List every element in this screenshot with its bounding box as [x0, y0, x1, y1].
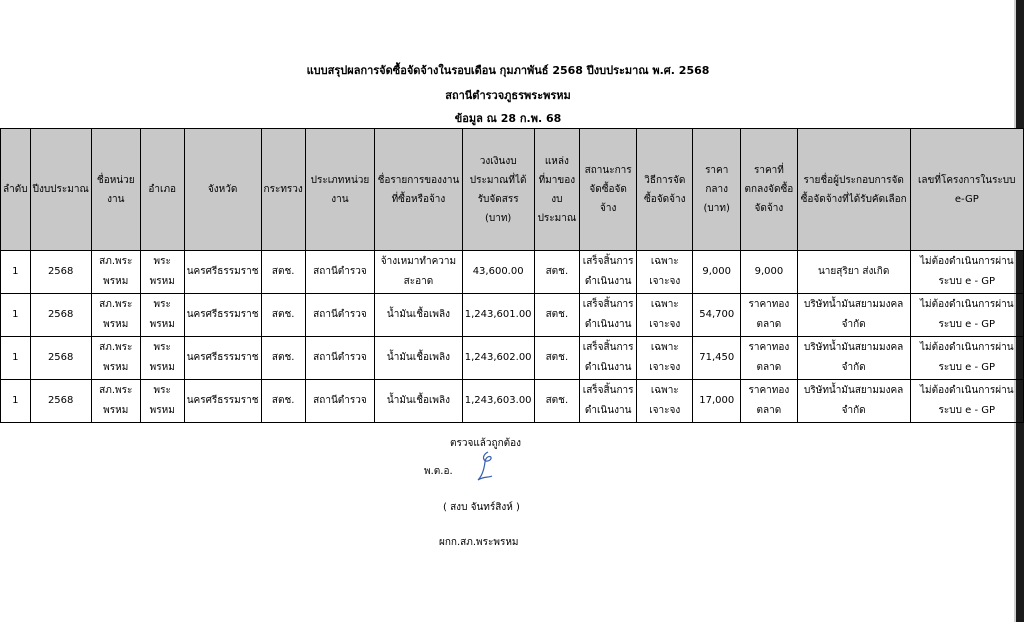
cell-egp: ไม่ต้องดำเนินการผ่านระบบ e - GP	[910, 380, 1023, 423]
document-title: แบบสรุปผลการจัดซื้อจัดจ้างในรอบเดือน กุมภาพันธ์ 2568 ปีงบประมาณ พ.ศ. 2568	[306, 64, 710, 77]
signer-name: ( สงบ จันทร์สิงห์ )	[443, 502, 520, 513]
cell-no: 1	[1, 380, 31, 423]
cell-province: นครศรีธรรมราช	[184, 251, 261, 294]
col-header-egp: เลขที่โครงการในระบบ e-GP	[910, 129, 1023, 251]
cell-egp: ไม่ต้องดำเนินการผ่านระบบ e - GP	[910, 294, 1023, 337]
cell-status: เสร็จสิ้นการดำเนินงาน	[580, 380, 637, 423]
table-row	[1, 380, 1024, 423]
cell-item: น้ำมันเชื้อเพลิง	[375, 337, 463, 380]
cell-status: เสร็จสิ้นการดำเนินงาน	[580, 251, 637, 294]
cell-source: สตช.	[534, 294, 580, 337]
col-header-unit: ชื่อหน่วยงาน	[91, 129, 140, 251]
cell-province: นครศรีธรรมราช	[184, 294, 261, 337]
cell-item: น้ำมันเชื้อเพลิง	[375, 294, 463, 337]
cell-unit-type: สถานีตำรวจ	[305, 337, 374, 380]
col-header-unit-type: ประเภทหน่วยงาน	[305, 129, 374, 251]
cell-unit: สภ.พระพรหม	[91, 380, 140, 423]
cell-ministry: สตช.	[261, 251, 305, 294]
cell-no: 1	[1, 251, 31, 294]
cell-method: เฉพาะเจาะจง	[637, 294, 693, 337]
handwritten-signature	[458, 446, 518, 486]
col-header-source: แหล่งที่มาของงบประมาณ	[534, 129, 580, 251]
cell-median-price: 9,000	[693, 251, 741, 294]
station-name: สถานีตำรวจภูธรพระพรหม	[445, 89, 571, 102]
cell-province: นครศรีธรรมราช	[184, 380, 261, 423]
col-header-item: ชื่อรายการของงานที่ซื้อหรือจ้าง	[375, 129, 463, 251]
cell-vendor: บริษัทน้ำมันสยามมงคล จำกัด	[797, 380, 910, 423]
col-header-vendor: รายชื่อผู้ประกอบการจัดซื้อจัดจ้างที่ได้รับคัดเลือก	[797, 129, 910, 251]
cell-median-price: 71,450	[693, 337, 741, 380]
cell-agreed-price: ราคาทองตลาด	[741, 380, 798, 423]
cell-status: เสร็จสิ้นการดำเนินงาน	[580, 294, 637, 337]
cell-district: พระพรหม	[140, 251, 184, 294]
cell-vendor: บริษัทน้ำมันสยามมงคล จำกัด	[797, 337, 910, 380]
cell-source: สตช.	[534, 380, 580, 423]
cell-status: เสร็จสิ้นการดำเนินงาน	[580, 337, 637, 380]
cell-item: จ้างเหมาทำความสะอาด	[375, 251, 463, 294]
cell-ministry: สตช.	[261, 380, 305, 423]
table-row	[1, 251, 1024, 294]
cell-unit: สภ.พระพรหม	[91, 251, 140, 294]
cell-unit-type: สถานีตำรวจ	[305, 251, 374, 294]
cell-district: พระพรหม	[140, 380, 184, 423]
cell-method: เฉพาะเจาะจง	[637, 380, 693, 423]
col-header-agreed-price: ราคาที่ตกลงจัดซื้อจัดจ้าง	[741, 129, 798, 251]
cell-source: สตช.	[534, 337, 580, 380]
col-header-median-price: ราคากลาง (บาท)	[693, 129, 741, 251]
signer-rank: พ.ต.อ.	[424, 466, 453, 477]
table-row	[1, 337, 1024, 380]
col-header-no: ลำดับ	[1, 129, 31, 251]
cell-agreed-price: 9,000	[741, 251, 798, 294]
col-header-method: วิธีการจัดซื้อจัดจ้าง	[637, 129, 693, 251]
cell-budget: 43,600.00	[462, 251, 534, 294]
procurement-table	[0, 128, 1024, 423]
cell-unit-type: สถานีตำรวจ	[305, 380, 374, 423]
cell-item: น้ำมันเชื้อเพลิง	[375, 380, 463, 423]
col-header-ministry: กระทรวง	[261, 129, 305, 251]
cell-source: สตช.	[534, 251, 580, 294]
cell-median-price: 17,000	[693, 380, 741, 423]
cell-egp: ไม่ต้องดำเนินการผ่านระบบ e - GP	[910, 251, 1023, 294]
cell-no: 1	[1, 294, 31, 337]
verified-label: ตรวจแล้วถูกต้อง	[450, 438, 522, 449]
cell-budget: 1,243,602.00	[462, 337, 534, 380]
cell-agreed-price: ราคาทองตลาด	[741, 337, 798, 380]
cell-year: 2568	[30, 337, 91, 380]
col-header-status: สถานะการจัดซื้อจัดจ้าง	[580, 129, 637, 251]
cell-budget: 1,243,601.00	[462, 294, 534, 337]
cell-method: เฉพาะเจาะจง	[637, 251, 693, 294]
col-header-budget: วงเงินงบประมาณที่ได้รับจัดสรร (บาท)	[462, 129, 534, 251]
cell-year: 2568	[30, 294, 91, 337]
cell-ministry: สตช.	[261, 294, 305, 337]
cell-unit: สภ.พระพรหม	[91, 337, 140, 380]
cell-ministry: สตช.	[261, 337, 305, 380]
cell-no: 1	[1, 337, 31, 380]
cell-method: เฉพาะเจาะจง	[637, 337, 693, 380]
signer-position: ผกก.สภ.พระพรหม	[439, 537, 519, 548]
cell-budget: 1,243,603.00	[462, 380, 534, 423]
cell-unit: สภ.พระพรหม	[91, 294, 140, 337]
cell-agreed-price: ราคาทองตลาด	[741, 294, 798, 337]
cell-district: พระพรหม	[140, 294, 184, 337]
data-date: ข้อมูล ณ 28 ก.พ. 68	[454, 112, 562, 125]
col-header-year: ปีงบประมาณ	[30, 129, 91, 251]
cell-year: 2568	[30, 251, 91, 294]
cell-province: นครศรีธรรมราช	[184, 337, 261, 380]
cell-year: 2568	[30, 380, 91, 423]
table-row	[1, 294, 1024, 337]
cell-egp: ไม่ต้องดำเนินการผ่านระบบ e - GP	[910, 337, 1023, 380]
cell-median-price: 54,700	[693, 294, 741, 337]
col-header-province: จังหวัด	[184, 129, 261, 251]
cell-vendor: บริษัทน้ำมันสยามมงคล จำกัด	[797, 294, 910, 337]
cell-unit-type: สถานีตำรวจ	[305, 294, 374, 337]
col-header-district: อำเภอ	[140, 129, 184, 251]
cell-vendor: นายสุริยา ส่งเกิด	[797, 251, 910, 294]
table-header-row	[1, 129, 1024, 251]
cell-district: พระพรหม	[140, 337, 184, 380]
